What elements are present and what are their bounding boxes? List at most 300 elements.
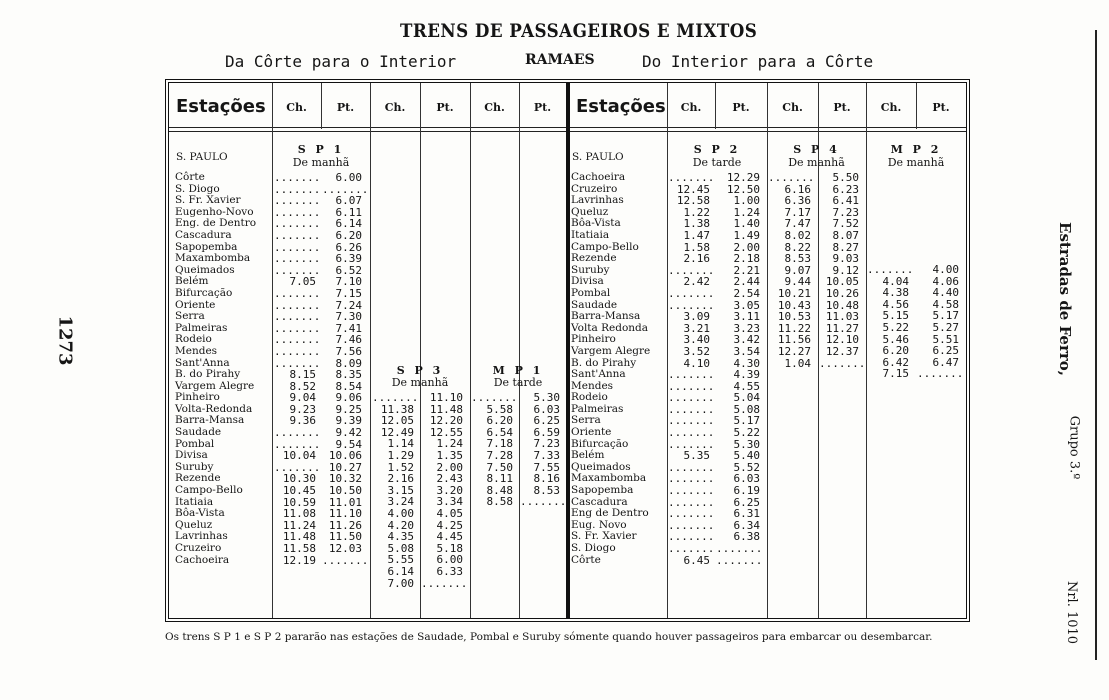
- time-cell: 9.36: [289, 414, 316, 428]
- mp2-ch-column: [867, 263, 914, 381]
- time-cell: 3.05: [733, 298, 760, 312]
- time-cell: 9.39: [335, 414, 362, 428]
- station-cell: Itatiaia: [175, 495, 214, 508]
- time-cell: .......: [274, 217, 321, 231]
- header-ch: Ch.: [484, 101, 505, 114]
- time-cell: 2.42: [683, 275, 710, 289]
- right-stations-column: [571, 172, 650, 566]
- time-cell: .......: [716, 553, 763, 567]
- station-cell: Pinheiro: [571, 333, 616, 346]
- footnote: Os trens S P 1 e S P 2 pararão nas estações de Saudade, Pombal e Suruby sómente quando houver passageiros para embarcar ou desembarcar.: [165, 631, 933, 643]
- time-cell: 5.40: [733, 449, 760, 463]
- station-cell: Sapopemba: [571, 484, 634, 497]
- time-cell: 8.11: [486, 472, 513, 486]
- time-cell: 7.00: [387, 576, 414, 590]
- train-label-sp4: S P 4: [793, 143, 840, 156]
- time-cell: 11.50: [328, 530, 362, 544]
- time-cell: 2.21: [733, 263, 760, 277]
- time-cell: 5.46: [882, 332, 909, 346]
- station-cell: Côrte: [571, 553, 601, 566]
- time-cell: 12.29: [726, 171, 760, 184]
- station-cell: Divisa: [571, 275, 604, 288]
- time-cell: 2.43: [436, 472, 463, 486]
- time-cell: 7.23: [533, 437, 560, 451]
- time-cell: 3.40: [683, 333, 710, 347]
- time-cell: 9.42: [335, 426, 362, 440]
- mp1-ch-column: [471, 391, 518, 509]
- time-cell: 6.25: [533, 414, 560, 428]
- station-cell: Queimados: [571, 460, 631, 473]
- train-label-sp3: S P 3: [396, 364, 444, 377]
- time-cell: 4.20: [387, 518, 414, 532]
- station-cell: Queluz: [571, 205, 609, 218]
- time-cell: .......: [668, 286, 715, 300]
- station-cell: Cachoeira: [175, 553, 230, 566]
- time-cell: 1.29: [387, 448, 414, 462]
- station-cell: Suruby: [175, 460, 214, 473]
- time-cell: 3.20: [436, 483, 463, 497]
- time-cell: 10.06: [328, 449, 362, 463]
- left-stations-column: [175, 172, 256, 566]
- time-cell: 11.08: [282, 507, 316, 521]
- time-cell: 12.37: [825, 344, 859, 358]
- time-cell: 1.22: [683, 205, 710, 219]
- time-cell: .......: [668, 495, 715, 509]
- time-cell: 10.59: [282, 495, 316, 509]
- time-cell: 4.10: [683, 356, 710, 370]
- time-cell: 12.50: [726, 182, 760, 196]
- time-cell: 4.30: [733, 356, 760, 370]
- train-label-sp1: S P 1: [297, 143, 345, 156]
- header-pt: Pt.: [932, 101, 950, 114]
- time-cell: 8.52: [289, 379, 316, 393]
- time-cell: 10.21: [777, 286, 811, 300]
- station-cell: Serra: [571, 414, 601, 427]
- station-cell: Rezende: [175, 472, 221, 485]
- time-cell: 8.27: [832, 240, 859, 254]
- time-cell: 11.22: [777, 321, 811, 335]
- station-cell: Barra-Mansa: [175, 414, 245, 427]
- time-cell: 12.49: [380, 425, 414, 439]
- time-cell: 2.00: [733, 240, 760, 254]
- time-cell: 9.23: [289, 402, 316, 416]
- time-cell: 4.04: [882, 274, 909, 288]
- station-cell: Volta-Redonda: [175, 402, 253, 415]
- time-cell: 6.25: [932, 344, 959, 358]
- time-cell: 1.24: [436, 437, 463, 451]
- time-cell: 7.05: [289, 275, 316, 289]
- time-cell: 7.55: [533, 460, 560, 474]
- time-cell: 6.47: [932, 355, 959, 369]
- station-cell: Eng. de Dentro: [175, 217, 257, 230]
- time-cell: .......: [274, 344, 321, 358]
- time-cell: 5.50: [832, 171, 859, 184]
- time-cell: .......: [668, 507, 715, 521]
- station-cell: Saudade: [175, 426, 222, 439]
- time-cell: 6.25: [733, 495, 760, 509]
- station-cell: Pombal: [175, 437, 215, 450]
- time-cell: 11.10: [328, 507, 362, 521]
- time-cell: 4.58: [932, 297, 959, 311]
- time-cell: 12.20: [429, 414, 463, 428]
- train-sub-mp1: De tarde: [493, 376, 543, 389]
- page-title: TRENS DE PASSAGEIROS E MIXTOS: [400, 20, 758, 42]
- time-cell: .......: [274, 460, 321, 474]
- time-cell: 6.00: [436, 553, 463, 567]
- time-cell: 6.11: [335, 205, 362, 219]
- time-cell: .......: [274, 171, 321, 184]
- station-cell: Sant'Anna: [175, 356, 230, 369]
- time-cell: 2.44: [733, 275, 760, 289]
- station-cell: Palmeiras: [175, 321, 228, 334]
- time-cell: 6.45: [683, 553, 710, 567]
- station-cell: Lavrinhas: [571, 194, 624, 207]
- time-cell: 7.33: [533, 448, 560, 462]
- station-cell: S. Fr. Xavier: [571, 530, 637, 543]
- time-cell: .......: [421, 576, 468, 590]
- station-cell: Mendes: [175, 344, 218, 357]
- time-cell: 6.52: [335, 263, 362, 277]
- time-cell: 11.10: [429, 391, 463, 404]
- time-cell: 3.09: [683, 310, 710, 324]
- station-cell: Bôa-Vista: [175, 507, 225, 520]
- mp1-pt-column: [520, 391, 567, 509]
- time-cell: 6.34: [733, 518, 760, 532]
- time-cell: 8.09: [335, 356, 362, 370]
- time-cell: 1.35: [436, 448, 463, 462]
- sp4-ch-column: [768, 171, 815, 370]
- time-cell: 9.44: [784, 275, 811, 289]
- sp1-pt-column: [322, 171, 369, 567]
- time-cell: 8.35: [335, 368, 362, 382]
- time-cell: .......: [668, 298, 715, 312]
- time-cell: 7.23: [832, 205, 859, 219]
- time-cell: .......: [716, 542, 763, 555]
- header-ch: Ch.: [782, 101, 803, 114]
- time-cell: 8.58: [486, 495, 513, 509]
- time-cell: .......: [867, 263, 914, 276]
- time-cell: 5.22: [733, 426, 760, 440]
- time-cell: 7.30: [335, 310, 362, 324]
- time-cell: 7.17: [784, 205, 811, 219]
- time-cell: 8.02: [784, 228, 811, 242]
- time-cell: 10.32: [328, 472, 362, 486]
- time-cell: 5.22: [882, 320, 909, 334]
- sp2-ch-column: [668, 171, 715, 567]
- time-cell: 10.05: [825, 275, 859, 289]
- time-cell: 6.54: [486, 425, 513, 439]
- station-cell: B. do Pirahy: [175, 368, 241, 381]
- time-cell: 5.04: [733, 391, 760, 405]
- station-cell: Oriente: [571, 426, 612, 439]
- time-cell: 5.35: [683, 449, 710, 463]
- time-cell: .......: [274, 205, 321, 219]
- time-cell: 11.48: [282, 530, 316, 544]
- time-cell: .......: [668, 402, 715, 416]
- station-cell: Maxambomba: [571, 472, 647, 485]
- time-cell: 4.55: [733, 379, 760, 393]
- time-cell: 6.33: [436, 564, 463, 578]
- time-cell: .......: [668, 171, 715, 184]
- train-sub-sp2: De tarde: [692, 156, 742, 169]
- station-cell: Queluz: [175, 518, 213, 531]
- station-cell: Bôa-Vista: [571, 217, 621, 230]
- divider: [519, 83, 520, 618]
- time-cell: 6.16: [784, 182, 811, 196]
- station-cell: Cascadura: [571, 495, 628, 508]
- divider: [370, 83, 371, 618]
- time-cell: 8.22: [784, 240, 811, 254]
- time-cell: 6.03: [733, 472, 760, 486]
- time-cell: 6.07: [335, 194, 362, 208]
- station-cell: Bifurcação: [175, 286, 233, 299]
- time-cell: 11.27: [825, 321, 859, 335]
- station-cell: Belém: [175, 275, 209, 288]
- time-cell: 6.14: [335, 217, 362, 231]
- time-cell: 5.52: [733, 460, 760, 474]
- station-cell: Rodeio: [175, 333, 212, 346]
- header-pt: Pt.: [833, 101, 851, 114]
- time-cell: 3.11: [733, 310, 760, 324]
- time-cell: 9.04: [289, 391, 316, 405]
- time-cell: .......: [520, 495, 567, 509]
- time-cell: 4.39: [733, 368, 760, 382]
- time-cell: 7.47: [784, 217, 811, 231]
- time-cell: 11.24: [282, 518, 316, 532]
- time-cell: 6.38: [733, 530, 760, 544]
- station-cell: Lavrinhas: [175, 530, 228, 543]
- time-cell: .......: [668, 542, 715, 555]
- time-cell: 11.58: [282, 542, 316, 555]
- station-cell: Maxambomba: [175, 252, 251, 265]
- time-cell: .......: [668, 460, 715, 474]
- time-cell: 9.12: [832, 263, 859, 277]
- station-cell: Rodeio: [571, 391, 608, 404]
- time-cell: 10.43: [777, 298, 811, 312]
- time-cell: 5.58: [486, 402, 513, 416]
- right-margin-rule: [1095, 30, 1097, 660]
- header-ch: Ch.: [384, 101, 406, 114]
- mp2-pt-column: [917, 263, 964, 381]
- time-cell: 5.30: [733, 437, 760, 451]
- station-cell: Campo-Bello: [571, 240, 639, 253]
- time-cell: 6.59: [533, 425, 560, 439]
- time-cell: 6.41: [832, 194, 859, 208]
- time-cell: 7.52: [832, 217, 859, 231]
- time-cell: .......: [274, 194, 321, 208]
- time-cell: .......: [372, 391, 419, 404]
- page-number: 1273: [54, 315, 76, 366]
- side-group: Grupo 3.º: [1066, 415, 1082, 480]
- time-cell: 7.50: [486, 460, 513, 474]
- time-cell: 6.20: [486, 414, 513, 428]
- time-cell: 12.58: [676, 194, 710, 208]
- time-cell: 10.30: [282, 472, 316, 486]
- time-cell: 8.16: [533, 472, 560, 486]
- time-cell: 5.27: [932, 320, 959, 334]
- train-sub-mp2: De manhã: [887, 156, 945, 169]
- time-cell: .......: [274, 298, 321, 312]
- time-cell: 3.15: [387, 483, 414, 497]
- station-cell: Pombal: [571, 286, 611, 299]
- time-cell: 1.40: [733, 217, 760, 231]
- time-cell: 2.18: [733, 252, 760, 266]
- time-cell: 7.41: [335, 321, 362, 335]
- time-cell: .......: [668, 391, 715, 405]
- time-cell: 6.39: [335, 252, 362, 266]
- time-cell: 7.15: [882, 367, 909, 381]
- time-cell: 5.08: [387, 541, 414, 555]
- station-cell: Eug. Novo: [571, 518, 627, 531]
- station-cell: Suruby: [571, 263, 610, 276]
- station-cell: Vargem Alegre: [571, 344, 651, 357]
- time-cell: 7.15: [335, 286, 362, 300]
- time-cell: 11.48: [429, 402, 463, 416]
- header-pt: Pt.: [533, 101, 552, 114]
- time-cell: .......: [322, 182, 369, 196]
- station-cell: Barra-Mansa: [571, 310, 641, 323]
- time-cell: 1.14: [387, 437, 414, 451]
- time-cell: 9.25: [335, 402, 362, 416]
- time-cell: 10.45: [282, 484, 316, 498]
- time-cell: 12.03: [328, 542, 362, 555]
- time-cell: 6.42: [882, 355, 909, 369]
- time-cell: 11.56: [777, 333, 811, 347]
- train-label-sp2: S P 2: [693, 143, 741, 156]
- time-cell: 4.35: [387, 530, 414, 544]
- time-cell: 12.55: [429, 425, 463, 439]
- origin-left: S. PAULO: [176, 151, 228, 163]
- origin-right: S. PAULO: [572, 151, 624, 163]
- station-cell: Campo-Bello: [175, 484, 243, 497]
- station-cell: Itatiaia: [571, 228, 610, 241]
- subtitle-left: Da Côrte para o Interior: [225, 52, 457, 71]
- divider-thick: [566, 83, 570, 618]
- station-cell: Palmeiras: [571, 402, 624, 415]
- station-cell: Volta Redonda: [571, 321, 649, 334]
- time-cell: .......: [274, 182, 321, 196]
- time-cell: 1.49: [733, 228, 760, 242]
- time-cell: 3.42: [733, 333, 760, 347]
- time-cell: 4.05: [436, 506, 463, 520]
- subtitle-right: Do Interior para a Côrte: [642, 52, 874, 71]
- header-pt: Pt.: [732, 101, 750, 114]
- time-cell: .......: [274, 228, 321, 242]
- time-cell: 4.40: [932, 286, 959, 300]
- time-cell: 2.16: [683, 252, 710, 266]
- time-cell: .......: [768, 171, 815, 184]
- station-cell: Bifurcação: [571, 437, 629, 450]
- time-cell: .......: [668, 379, 715, 393]
- time-cell: 2.00: [436, 460, 463, 474]
- time-cell: 4.25: [436, 518, 463, 532]
- station-cell: Sapopemba: [175, 240, 238, 253]
- train-sub-sp1: De manhã: [292, 156, 350, 169]
- time-cell: 6.23: [832, 182, 859, 196]
- time-cell: 6.36: [784, 194, 811, 208]
- time-cell: .......: [471, 391, 518, 404]
- time-cell: .......: [917, 367, 964, 381]
- station-cell: Cruzeiro: [175, 542, 222, 554]
- time-cell: 10.48: [825, 298, 859, 312]
- header-pt: Pt.: [336, 101, 355, 114]
- time-cell: 5.17: [932, 309, 959, 323]
- time-cell: 6.03: [533, 402, 560, 416]
- station-cell: Cruzeiro: [571, 182, 618, 195]
- sp2-pt-column: [716, 171, 763, 567]
- time-cell: 8.15: [289, 368, 316, 382]
- station-cell: Eng de Dentro: [571, 507, 649, 520]
- time-cell: .......: [274, 437, 321, 451]
- time-cell: 5.15: [882, 309, 909, 323]
- time-cell: .......: [668, 437, 715, 451]
- time-cell: 10.26: [825, 286, 859, 300]
- station-cell: Mendes: [571, 379, 614, 392]
- divider: [470, 83, 471, 618]
- station-cell: S. Diogo: [175, 182, 220, 195]
- time-cell: 10.53: [777, 310, 811, 324]
- time-cell: .......: [274, 252, 321, 266]
- time-cell: 6.20: [882, 344, 909, 358]
- time-cell: .......: [668, 426, 715, 440]
- station-cell: Oriente: [175, 298, 216, 311]
- header-ch: Ch.: [680, 101, 702, 114]
- time-cell: 1.47: [683, 228, 710, 242]
- time-cell: 8.54: [335, 379, 362, 393]
- time-cell: .......: [668, 484, 715, 498]
- time-cell: .......: [274, 286, 321, 300]
- station-cell: Divisa: [175, 449, 208, 462]
- time-cell: 3.54: [733, 344, 760, 358]
- time-cell: 9.54: [335, 437, 362, 451]
- time-cell: 5.08: [733, 402, 760, 416]
- time-cell: 10.04: [282, 449, 316, 463]
- time-cell: 1.00: [733, 194, 760, 208]
- sp1-ch-column: [274, 171, 321, 567]
- time-cell: 7.24: [335, 298, 362, 312]
- train-sub-sp3: De manhã: [391, 376, 449, 389]
- time-cell: .......: [274, 426, 321, 440]
- station-cell: Sant'Anna: [571, 368, 626, 381]
- time-cell: 5.30: [533, 391, 560, 404]
- time-cell: .......: [274, 321, 321, 335]
- time-cell: 6.19: [733, 484, 760, 498]
- station-cell: S. Fr. Xavier: [175, 194, 241, 207]
- header-ch: Ch.: [286, 101, 307, 114]
- station-cell: Cachoeira: [571, 171, 626, 183]
- time-cell: 7.56: [335, 344, 362, 358]
- station-cell: Côrte: [175, 171, 205, 183]
- subtitle-center: RAMAES: [525, 52, 595, 68]
- time-cell: .......: [668, 518, 715, 532]
- sp4-pt-column: [819, 171, 866, 370]
- time-cell: 6.00: [335, 171, 362, 184]
- time-cell: 1.58: [683, 240, 710, 254]
- time-cell: 12.19: [282, 553, 316, 567]
- station-cell: Eugenho-Novo: [175, 205, 254, 218]
- station-cell: Belém: [571, 449, 605, 462]
- time-cell: .......: [668, 472, 715, 486]
- time-cell: .......: [322, 553, 369, 567]
- time-cell: 5.18: [436, 541, 463, 555]
- time-cell: 7.46: [335, 333, 362, 347]
- time-cell: .......: [274, 333, 321, 347]
- time-cell: 8.07: [832, 228, 859, 242]
- time-cell: 5.17: [733, 414, 760, 428]
- time-cell: 4.56: [882, 297, 909, 311]
- time-cell: .......: [274, 240, 321, 254]
- train-label-mp2: M P 2: [890, 143, 942, 156]
